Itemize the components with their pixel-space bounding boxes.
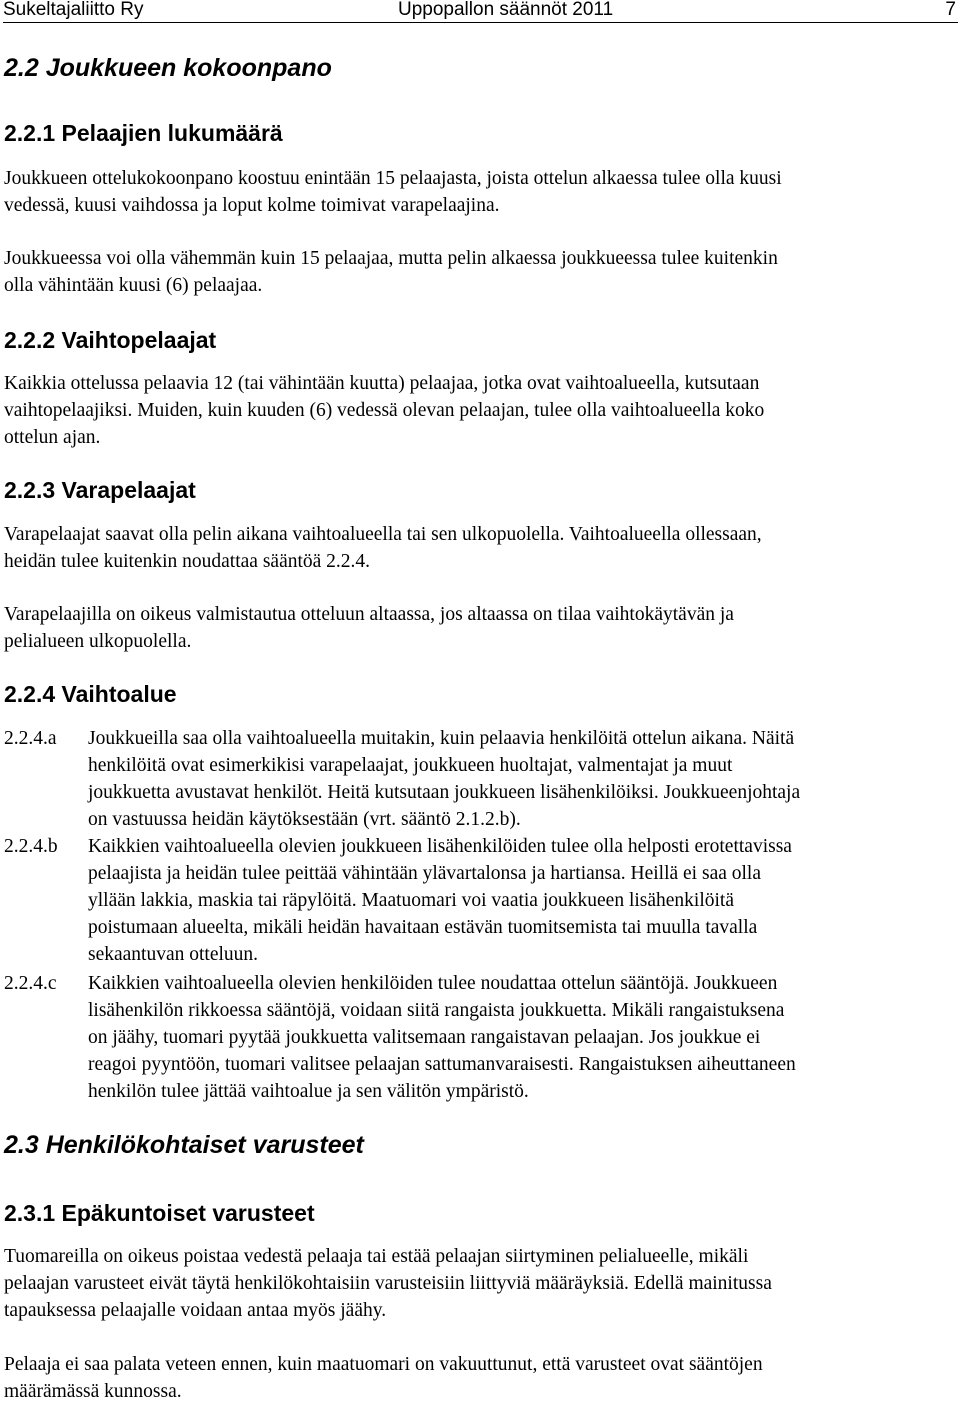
paragraph-2-3-1-b xyxy=(4,1351,959,1405)
text-line: henkilöitä ovat esimerkikisi varapelaajat, joukkueen huoltajat, valmentajat ja muut xyxy=(88,755,733,776)
rule-number: 2.2.4.a xyxy=(4,728,57,749)
text-line: pelaajista ja heidän tulee peittää vähintään ylävartalonsa ja hartiansa. Heillä ei saa olla xyxy=(88,863,761,884)
text-line: heidän tulee kuitenkin noudattaa sääntöä 2.2.4. xyxy=(4,551,371,572)
text-line: joukkuetta avustavat henkilöt. Heitä kutsutaan joukkueen lisähenkilöiksi. Joukkueenjohtaja xyxy=(88,782,801,803)
text-line: poistumaan alueelta, mikäli heidän havaitaan estävän tuomitsemista tai muulla tavalla xyxy=(88,917,758,938)
text-line: Joukkueen ottelukokoonpano koostuu enintään 15 pelaajasta, joista ottelun alkaessa tulee olla kuusi xyxy=(4,168,782,189)
section-heading-2-2: 2.2 Joukkueen kokoonpano xyxy=(4,54,332,82)
text-line: Joukkueessa voi olla vähemmän kuin 15 pelaajaa, mutta pelin alkaessa joukkueessa tulee kuitenkin xyxy=(4,248,778,269)
text-line: lisähenkilön rikkoessa sääntöjä, voidaan siitä rangaista joukkuetta. Mikäli rangaistuksena xyxy=(88,1000,785,1021)
text-line: Kaikkia ottelussa pelaavia 12 (tai vähintään kuutta) pelaajaa, jotka ovat vaihtoalueella, kutsutaan xyxy=(4,373,760,394)
section-heading-2-2-4: 2.2.4 Vaihtoalue xyxy=(4,681,177,707)
rule-text xyxy=(88,970,796,1105)
text-line: Varapelaajilla on oikeus valmistautua otteluun altaassa, jos altaassa on tilaa vaihtokäytävän ja xyxy=(4,604,734,625)
text-line: vedessä, kuusi vaihdossa ja loput kolme toimivat varapelaajina. xyxy=(4,195,500,216)
text-line: Joukkueilla saa olla vaihtoalueella muitakin, kuin pelaavia henkilöitä ottelun aikana. Näitä xyxy=(88,728,795,749)
text-line: yllään lakkia, maskia tai räpylöitä. Maatuomari voi vaatia joukkueen lisähenkilöitä xyxy=(88,890,735,911)
text-line: määrämässä kunnossa. xyxy=(4,1381,182,1402)
rule-number: 2.2.4.b xyxy=(4,836,58,857)
text-line: on jäähy, tuomari pyytää joukkuetta valitsemaan rangaistavan pelaajan. Jos joukkue ei xyxy=(88,1027,761,1048)
rule-number: 2.2.4.c xyxy=(4,973,57,994)
text-line: ottelun ajan. xyxy=(4,427,101,448)
section-heading-2-2-1: 2.2.1 Pelaajien lukumäärä xyxy=(4,120,283,146)
section-heading-2-2-3: 2.2.3 Varapelaajat xyxy=(4,477,196,503)
page-header xyxy=(3,0,958,23)
section-heading-2-3: 2.3 Henkilökohtaiset varusteet xyxy=(4,1131,364,1159)
section-heading-2-2-2: 2.2.2 Vaihtopelaajat xyxy=(4,327,217,353)
text-line: henkilön tulee jättää vaihtoalue ja sen välitön ympäristö. xyxy=(88,1081,529,1102)
rule-text xyxy=(88,725,800,833)
text-line: Kaikkien vaihtoalueella olevien henkilöiden tulee noudattaa ottelun sääntöjä. Joukkueen xyxy=(88,973,778,994)
text-line: pelialueen ulkopuolella. xyxy=(4,631,192,652)
section-heading-2-3-1: 2.3.1 Epäkuntoiset varusteet xyxy=(4,1200,315,1226)
paragraph-2-2-1-a xyxy=(4,165,959,219)
text-line: sekaantuvan otteluun. xyxy=(88,944,259,965)
text-line: Pelaaja ei saa palata veteen ennen, kuin maatuomari on vakuuttunut, että varusteet ovat sääntöjen xyxy=(4,1354,763,1375)
paragraph-2-2-2 xyxy=(4,370,959,451)
header-organization: Sukeltajaliitto Ry xyxy=(3,0,144,20)
text-line: olla vähintään kuusi (6) pelaajaa. xyxy=(4,275,263,296)
header-document-title: Uppopallon säännöt 2011 xyxy=(398,0,614,20)
header-page-number: 7 xyxy=(945,0,956,20)
text-line: Kaikkien vaihtoalueella olevien joukkueen lisähenkilöiden tulee olla helposti erotettavissa xyxy=(88,836,792,857)
paragraph-2-2-1-b xyxy=(4,245,959,299)
text-line: Varapelaajat saavat olla pelin aikana vaihtoalueella tai sen ulkopuolella. Vaihtoalueella ollessaan, xyxy=(4,524,762,545)
text-line: on vastuussa heidän käytöksestään (vrt. sääntö 2.1.2.b). xyxy=(88,809,521,830)
text-line: tapauksessa pelaajalle voidaan antaa myös jäähy. xyxy=(4,1300,387,1321)
text-line: reagoi pyyntöön, tuomari valitsee pelaajan sattumanvaraisesti. Rangaistuksen aiheuttaneen xyxy=(88,1054,796,1075)
rule-text xyxy=(88,833,792,968)
text-line: Tuomareilla on oikeus poistaa vedestä pelaaja tai estää pelaajan siirtyminen pelialueelle, mikäli xyxy=(4,1246,749,1267)
paragraph-2-3-1-a xyxy=(4,1243,959,1324)
text-line: vaihtopelaajiksi. Muiden, kuin kuuden (6) vedessä olevan pelaajan, tulee olla vaihtoalueella koko xyxy=(4,400,765,421)
paragraph-2-2-3-a xyxy=(4,521,959,575)
paragraph-2-2-3-b xyxy=(4,601,959,655)
text-line: pelaajan varusteet eivät täytä henkilökohtaisiin varusteisiin liittyviä määräyksiä. Edellä mainitussa xyxy=(4,1273,772,1294)
